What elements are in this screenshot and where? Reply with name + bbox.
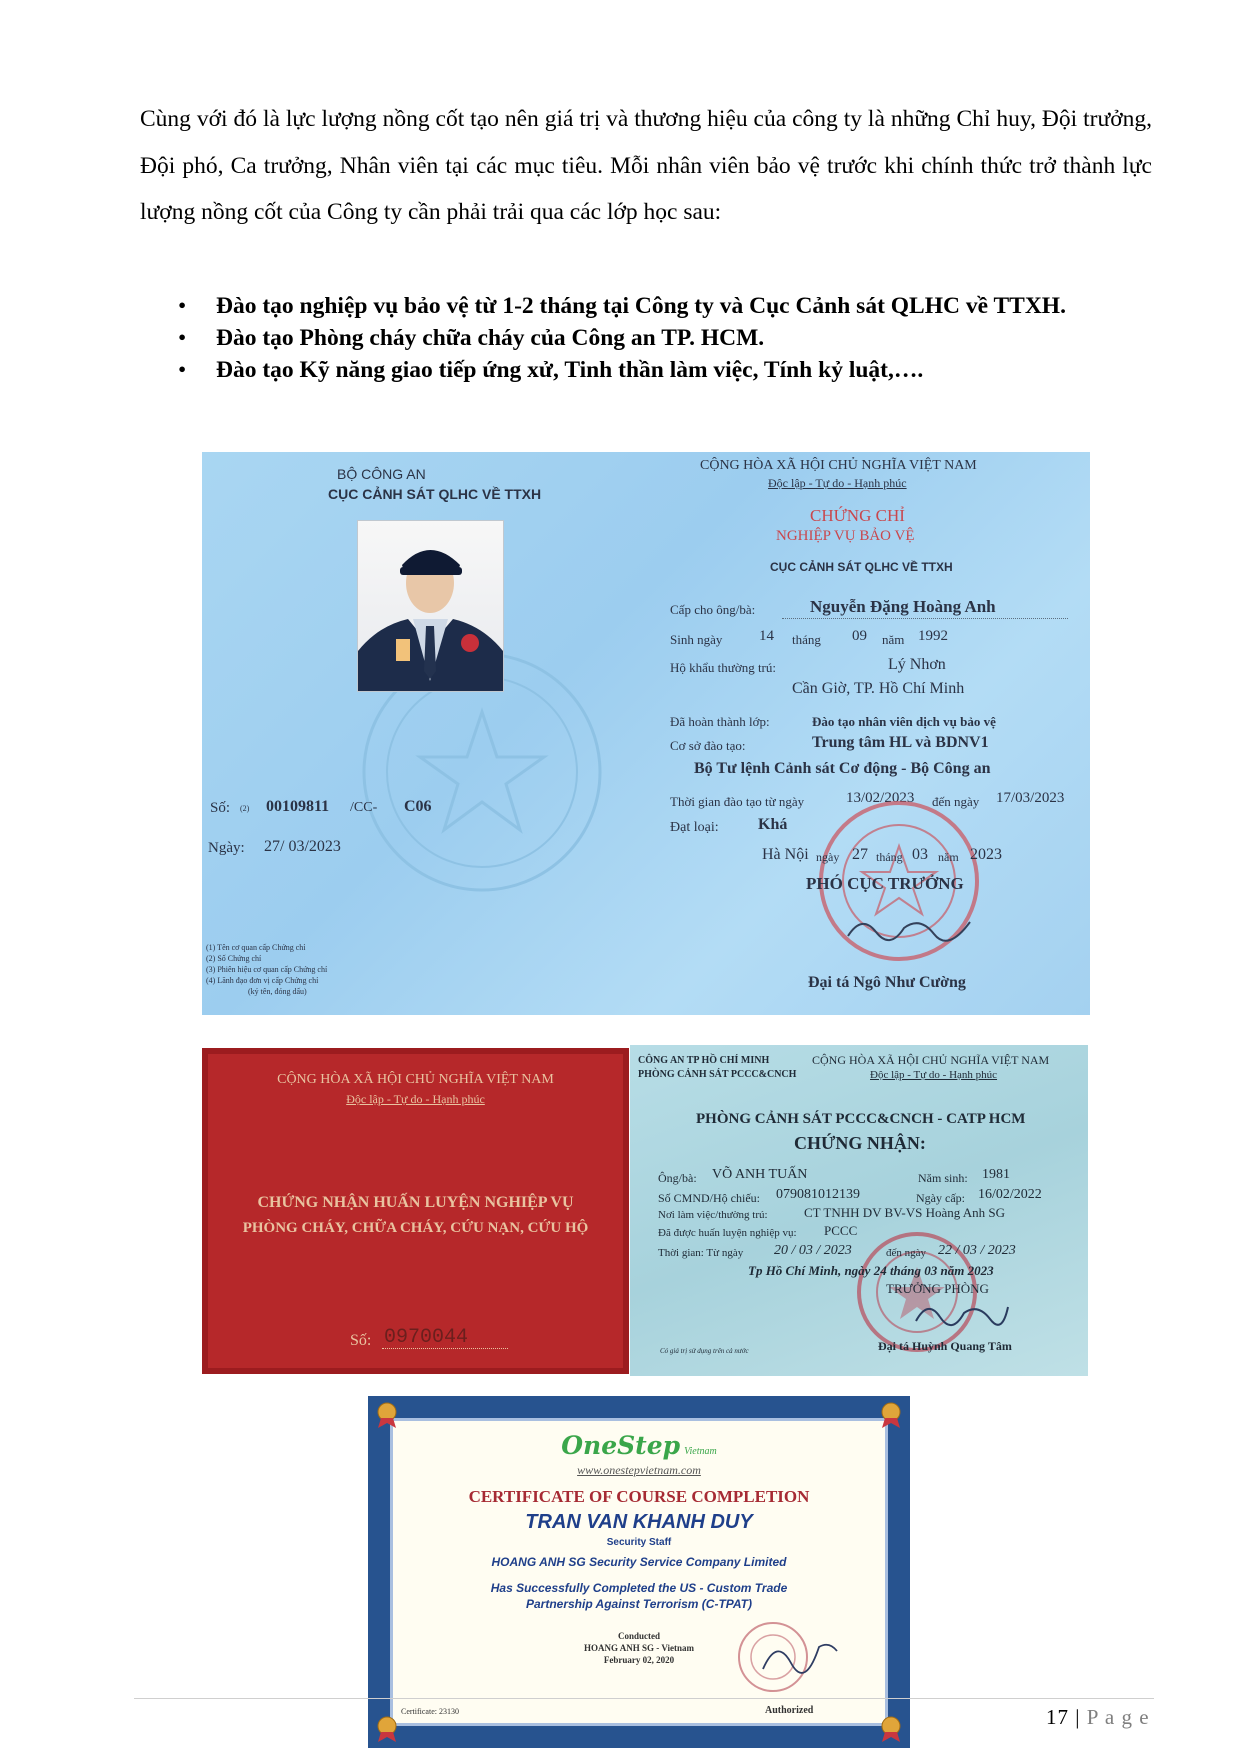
label-course: Đã hoàn thành lớp: xyxy=(670,714,770,729)
corner-medal-icon xyxy=(876,1714,906,1744)
motto: Độc lập - Tự do - Hạnh phúc xyxy=(346,1092,485,1106)
website: www.onestepvietnam.com xyxy=(577,1463,701,1477)
cert-title: CHỨNG CHỈ xyxy=(810,506,905,525)
label-id: Số CMND/Hộ chiếu: xyxy=(658,1191,760,1205)
label-nam: năm xyxy=(938,850,959,864)
issue-date: 27/ 03/2023 xyxy=(264,838,341,855)
dob-day: 14 xyxy=(759,628,774,644)
sign-year: 2023 xyxy=(970,846,1002,863)
bullet-icon: • xyxy=(178,293,187,319)
label-residence: Hộ khẩu thường trú: xyxy=(670,660,776,675)
cover-title-line2: PHÒNG CHÁY, CHỮA CHÁY, CỨU NẠN, CỨU HỘ xyxy=(242,1220,589,1236)
signer-name: Đại tá Huỳnh Quang Tâm xyxy=(878,1339,1012,1353)
brand-sub: Vietnam xyxy=(684,1446,717,1457)
grade: Khá xyxy=(758,816,788,833)
unit-code: C06 xyxy=(404,798,432,815)
sign-title: TRƯỞNG PHÒNG xyxy=(886,1281,989,1296)
place-date: Tp Hồ Chí Minh, ngày 24 tháng 03 năm 2023 xyxy=(748,1263,994,1278)
training-list xyxy=(140,290,1150,386)
page-number xyxy=(1046,1705,1150,1730)
issued-date: 16/02/2022 xyxy=(978,1187,1042,1202)
time-from: 20 / 03 / 2023 xyxy=(774,1243,852,1258)
certificate-body xyxy=(390,1418,888,1726)
recipient-name: TRAN VAN KHANH DUY xyxy=(525,1511,753,1533)
dotted-line xyxy=(782,618,1068,619)
org-sub: CỤC CẢNH SÁT QLHC VỀ TTXH xyxy=(328,486,542,502)
period-to: 17/03/2023 xyxy=(996,790,1065,806)
signature-icon xyxy=(912,1297,1012,1331)
cert-number: 00109811 xyxy=(266,798,330,815)
course-name: Đào tạo nhân viên dịch vụ bảo vệ xyxy=(812,714,996,729)
authorized-label: Authorized xyxy=(765,1705,814,1716)
validity-note: Có giá trị sử dụng trên cả nước xyxy=(660,1347,749,1355)
birth-year: 1981 xyxy=(982,1167,1010,1182)
cert-title: CHỨNG NHẬN: xyxy=(794,1133,926,1153)
label-issued: Ngày cấp: xyxy=(916,1191,965,1205)
holder-name: VÕ ANH TUẤN xyxy=(712,1167,808,1182)
dob-year: 1992 xyxy=(918,628,948,644)
time-to: 22 / 03 / 2023 xyxy=(938,1243,1016,1258)
label-name: Ông/bà: xyxy=(658,1171,697,1185)
org-top: BỘ CÔNG AN xyxy=(337,466,426,482)
label-period: Thời gian đào tạo từ ngày xyxy=(670,794,805,809)
sign-place: Hà Nội xyxy=(762,846,809,863)
workplace: CT TNHH DV BV-VS Hoàng Anh SG xyxy=(804,1205,1006,1220)
residence-line2: Cần Giờ, TP. Hồ Chí Minh xyxy=(792,680,965,697)
label-month: tháng xyxy=(792,632,821,647)
completion-line2: Partnership Against Terrorism (C-TPAT) xyxy=(525,1597,753,1611)
dob-month: 09 xyxy=(852,628,867,644)
sign-month: 03 xyxy=(912,846,928,863)
holder-name: Nguyễn Đặng Hoàng Anh xyxy=(810,597,996,616)
cert-subtitle: NGHIỆP VỤ BẢO VỆ xyxy=(776,528,915,544)
security-certificate-image xyxy=(202,452,1090,1015)
brand-name: OneStep xyxy=(561,1431,681,1460)
conducted-by: HOANG ANH SG - Vietnam xyxy=(583,1643,694,1653)
label-number: Số: xyxy=(350,1332,372,1349)
fire-training-certificate-image xyxy=(630,1045,1088,1376)
intro-paragraph: Cùng với đó là lực lượng nồng cốt tạo nên giá trị và thương hiệu của công ty là những Chỉ huy, Đội trưởng, Đội phó, Ca trưởng, Nhân viên tại các mục tiêu. Mỗi nhân viên bảo vệ trước khi chính thức trở thành lực lượng nồng cốt của Công ty cần phải trải qua các lớp học sau: xyxy=(140,106,1152,225)
corner-medal-icon xyxy=(876,1400,906,1430)
label-ngay: ngày xyxy=(816,850,840,864)
signer-name: Đại tá Ngô Như Cường xyxy=(808,974,966,991)
issuer: CỤC CẢNH SÁT QLHC VỀ TTXH xyxy=(770,560,953,574)
sign-title: PHÓ CỤC TRƯỞNG xyxy=(806,874,964,893)
footer-divider xyxy=(134,1698,1154,1699)
cover-title-line1: CHỨNG NHẬN HUẤN LUYỆN NGHIỆP VỤ xyxy=(257,1194,574,1211)
id-number: 079081012139 xyxy=(776,1187,860,1202)
label-to: đến ngày xyxy=(932,794,980,809)
recipient-role: Security Staff xyxy=(606,1537,672,1548)
trained-skill: PCCC xyxy=(824,1223,858,1238)
portrait-photo xyxy=(357,520,504,692)
label-grade: Đạt loại: xyxy=(670,820,719,835)
label-time: Thời gian: Từ ngày xyxy=(658,1247,744,1259)
republic-name: CỘNG HÒA XÃ HỘI CHỦ NGHĨA VIỆT NAM xyxy=(277,1072,554,1087)
label-number: Số: xyxy=(210,800,231,816)
list-item xyxy=(140,290,1150,322)
list-item xyxy=(140,322,1150,354)
org-line1: CÔNG AN TP HỒ CHÍ MINH xyxy=(638,1055,770,1066)
department: PHÒNG CẢNH SÁT PCCC&CNCH - CATP HCM xyxy=(696,1111,1026,1127)
list-item xyxy=(140,354,1150,386)
republic-name: CỘNG HÒA XÃ HỘI CHỦ NGHĨA VIỆT NAM xyxy=(700,458,977,473)
bullet-icon: • xyxy=(178,357,187,383)
label-date: Ngày: xyxy=(208,840,245,856)
label-thang: tháng xyxy=(876,850,903,864)
signature-icon xyxy=(842,908,982,948)
center-line1: Trung tâm HL và BDNV1 xyxy=(812,734,989,751)
conducted-date: February 02, 2020 xyxy=(603,1655,675,1665)
completion-line1: Has Successfully Completed the US - Custom Trade xyxy=(490,1581,788,1595)
label-trained: Đã được huấn luyện nghiệp vụ: xyxy=(658,1227,797,1239)
list-item-text: Đào tạo Phòng cháy chữa cháy của Công an TP. HCM. xyxy=(216,325,765,351)
cert-number-suffix: /CC- xyxy=(350,800,378,815)
label-name: Cấp cho ông/bà: xyxy=(670,602,756,617)
brand-logo xyxy=(393,1431,885,1460)
company: HOANG ANH SG Security Service Company Limited xyxy=(491,1555,787,1569)
corner-medal-icon xyxy=(372,1714,402,1744)
label-dob: Sinh ngày xyxy=(670,632,723,647)
page-number-value: 17 xyxy=(1046,1705,1069,1729)
conducted-label: Conducted xyxy=(617,1631,660,1641)
label-work: Nơi làm việc/thường trú: xyxy=(658,1209,768,1221)
company-seal-icon xyxy=(733,1617,843,1697)
fire-training-cover-image xyxy=(202,1048,629,1374)
label-time-to: đến ngày xyxy=(886,1247,927,1259)
footnotes: (1) Tên cơ quan cấp Chứng chỉ (2) Số Chứng chỉ (3) Phiên hiệu cơ quan cấp Chứng chỉ (4) Lãnh đạo đơn vị cấp Chứng chỉ (ký tên, đóng dấu) xyxy=(206,943,328,996)
corner-medal-icon xyxy=(372,1400,402,1430)
motto: Độc lập - Tự do - Hạnh phúc xyxy=(870,1069,998,1081)
org-line2: PHÒNG CẢNH SÁT PCCC&CNCH xyxy=(638,1069,797,1080)
label-center: Cơ sở đào tạo: xyxy=(670,738,746,753)
certificate-number: Certificate: 23130 xyxy=(401,1707,459,1716)
republic-name: CỘNG HÒA XÃ HỘI CHỦ NGHĨA VIỆT NAM xyxy=(812,1053,1050,1067)
sign-day: 27 xyxy=(852,846,868,863)
label-born: Năm sinh: xyxy=(918,1171,968,1185)
bullet-icon: • xyxy=(178,325,187,351)
cert-number: 0970044 xyxy=(384,1326,469,1349)
residence-line1: Lý Nhơn xyxy=(888,656,946,673)
label-year: năm xyxy=(882,632,905,647)
period-from: 13/02/2023 xyxy=(846,790,915,806)
page-separator: | xyxy=(1075,1705,1081,1729)
center-line2: Bộ Tư lệnh Cảnh sát Cơ động - Bộ Công an xyxy=(694,760,991,777)
list-item-text: Đào tạo nghiệp vụ bảo vệ từ 1-2 tháng tại Công ty và Cục Cảnh sát QLHC về TTXH. xyxy=(216,293,1066,319)
number-superscript: (2) xyxy=(240,804,250,813)
certificate-heading: CERTIFICATE OF COURSE COMPLETION xyxy=(468,1487,810,1506)
list-item-text: Đào tạo Kỹ năng giao tiếp ứng xử, Tinh thần làm việc, Tính kỷ luật,…. xyxy=(216,357,924,383)
page-label: P a g e xyxy=(1086,1705,1150,1729)
course-completion-certificate-image xyxy=(368,1396,910,1748)
motto: Độc lập - Tự do - Hạnh phúc xyxy=(768,476,907,490)
